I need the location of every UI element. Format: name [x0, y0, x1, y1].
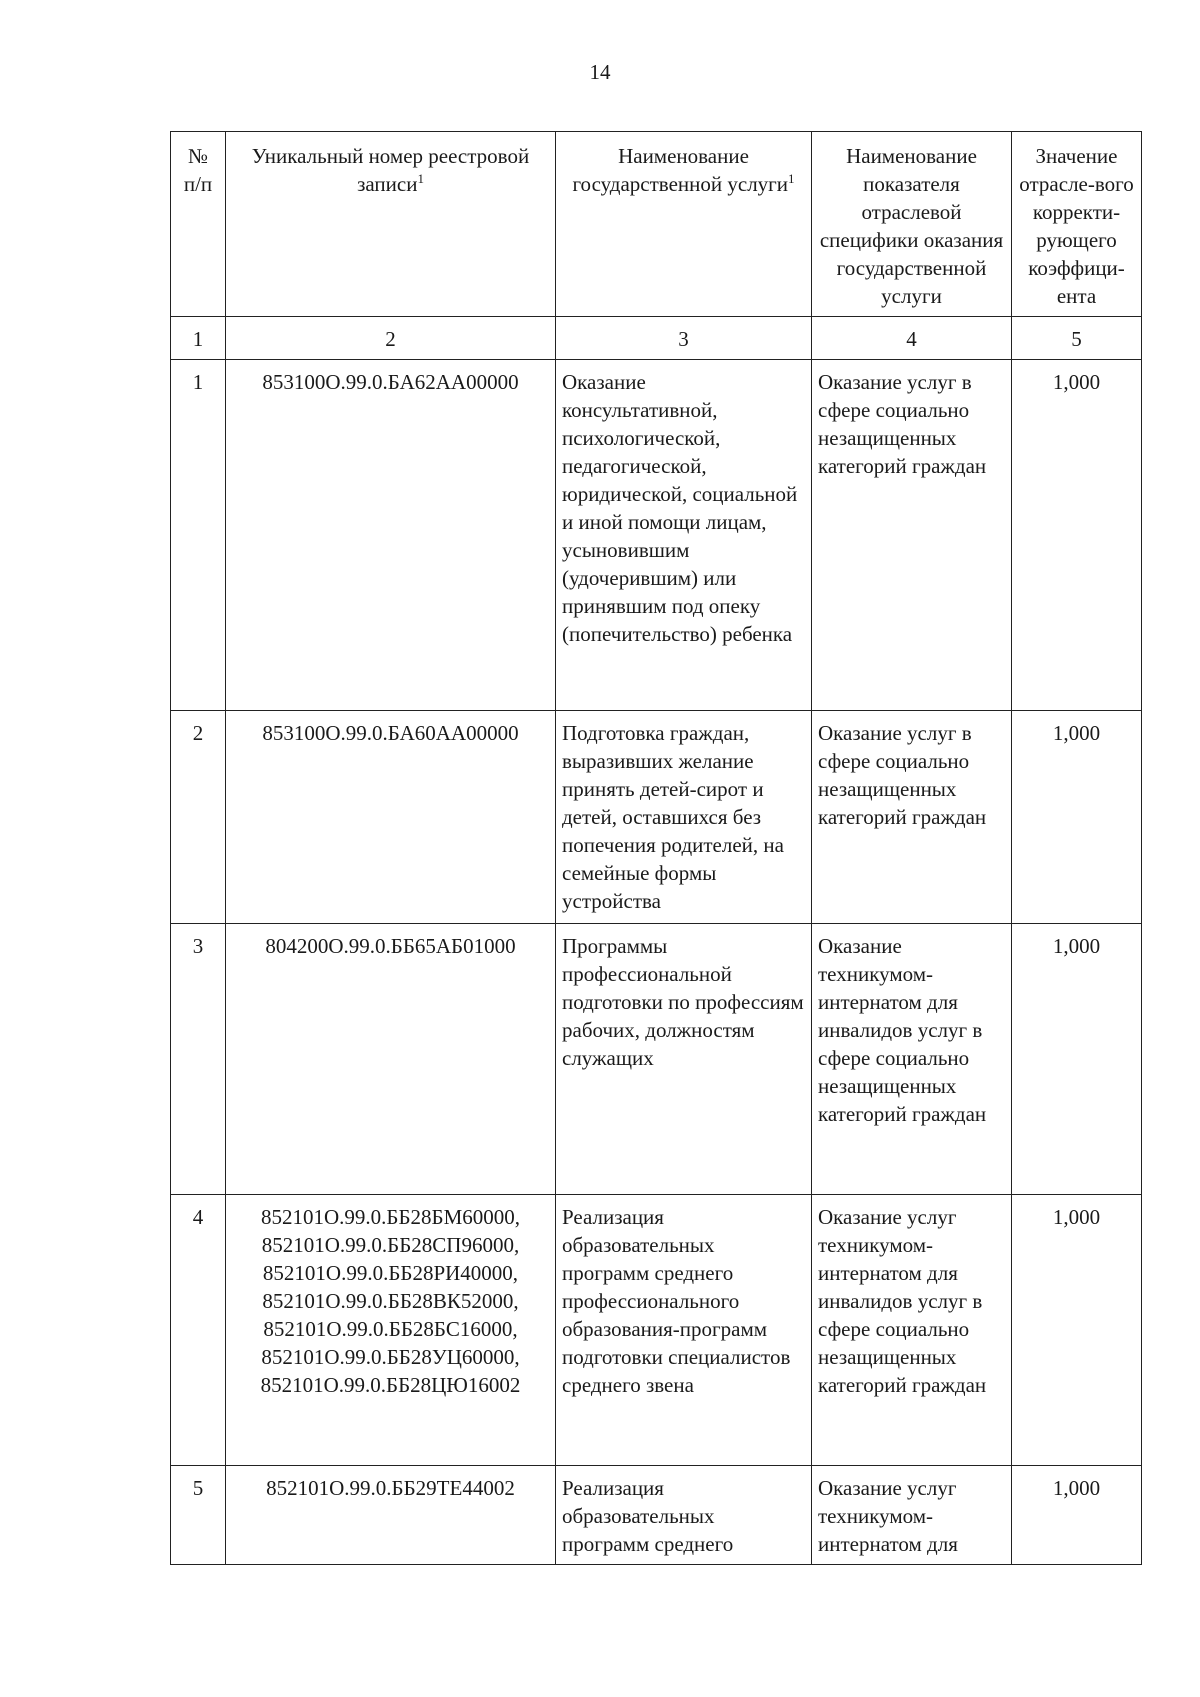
column-number: 5: [1012, 317, 1142, 360]
table-row: [171, 1195, 1142, 1466]
coefficient-value: 1,000: [1012, 1466, 1142, 1565]
header-service-name: Наименование государственной услуги$^1$: [556, 132, 812, 317]
registry-code: 852101О.99.0.ББ29ТЕ44002: [226, 1466, 556, 1565]
service-name: Реализация образовательных программ среднего профессионального образования-программ подготовки специалистов среднего звена: [556, 1195, 812, 1466]
registry-code: 853100О.99.0.БА60АА00000: [226, 711, 556, 924]
column-number: 2: [226, 317, 556, 360]
service-name: Программы профессиональной подготовки по профессиям рабочих, должностям служащих: [556, 924, 812, 1195]
header-row: [171, 132, 1142, 317]
column-number: 1: [171, 317, 226, 360]
row-number: 3: [171, 924, 226, 1195]
column-numbers-row: [171, 317, 1142, 360]
registry-code: 853100О.99.0.БА62АА00000: [226, 360, 556, 711]
service-name: Реализация образовательных программ среднего: [556, 1466, 812, 1565]
header-num: № п/п: [171, 132, 226, 317]
footnote-mark: 1: [417, 171, 424, 186]
coefficient-value: 1,000: [1012, 1195, 1142, 1466]
row-number: 5: [171, 1466, 226, 1565]
service-name: Оказание консультативной, психологической, педагогической, юридической, социальной и иной помощи лицам, усыновившим (удочерившим) или принявшим под опеку (попечительство) ребенка: [556, 360, 812, 711]
table-row: [171, 924, 1142, 1195]
header-indicator-name: Наименование показателя отраслевой специфики оказания государственной услуги: [812, 132, 1012, 317]
indicator-name: Оказание услуг техникумом-интернатом для инвалидов услуг в сфере социально незащищенных категорий граждан: [812, 1195, 1012, 1466]
indicator-name: Оказание услуг в сфере социально незащищенных категорий граждан: [812, 360, 1012, 711]
table-row: [171, 1466, 1142, 1565]
row-number: 4: [171, 1195, 226, 1466]
row-number: 1: [171, 360, 226, 711]
registry-table: [170, 131, 1142, 1565]
indicator-name: Оказание услуг техникумом-интернатом для: [812, 1466, 1012, 1565]
page-number: 14: [589, 60, 611, 84]
service-name: Подготовка граждан, выразивших желание принять детей-сирот и детей, оставшихся без попечения родителей, на семейные формы устройства: [556, 711, 812, 924]
registry-code: 804200О.99.0.ББ65АБ01000: [226, 924, 556, 1195]
coefficient-value: 1,000: [1012, 360, 1142, 711]
registry-code: 852101О.99.0.ББ28БМ60000, 852101О.99.0.ББ28СП96000, 852101О.99.0.ББ28РИ40000, 852101О.99.0.ББ28ВК52000, 852101О.99.0.ББ28БС16000, 852101О.99.0.ББ28УЦ60000, 852101О.99.0.ББ28ЦЮ16002: [226, 1195, 556, 1466]
footnote-mark: 1: [788, 171, 795, 186]
indicator-name: Оказание услуг в сфере социально незащищенных категорий граждан: [812, 711, 1012, 924]
header-registry-number: Уникальный номер реестровой записи$^1$: [226, 132, 556, 317]
indicator-name: Оказание техникумом-интернатом для инвалидов услуг в сфере социально незащищенных категорий граждан: [812, 924, 1012, 1195]
column-number: 3: [556, 317, 812, 360]
column-number: 4: [812, 317, 1012, 360]
table-row: [171, 360, 1142, 711]
row-number: 2: [171, 711, 226, 924]
coefficient-value: 1,000: [1012, 924, 1142, 1195]
header-coefficient-value: Значение отрасле-вого корректи-рующего коэффици-ента: [1012, 132, 1142, 317]
table-row: [171, 711, 1142, 924]
coefficient-value: 1,000: [1012, 711, 1142, 924]
